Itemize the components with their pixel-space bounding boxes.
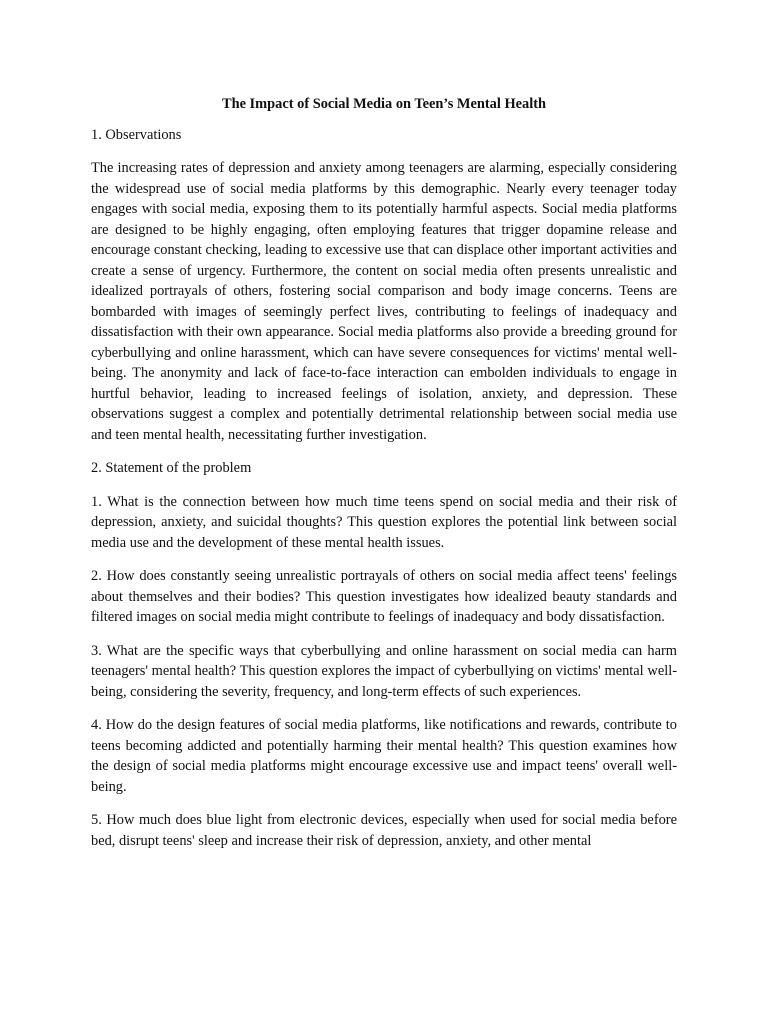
problem-question-4: 4. How do the design features of social media platforms, like notifications and rewards, contribute to teens becoming addicted and potentially harming their mental health? This question examines how the design of social media platforms might encourage excessive use and impact teens' overall well-being. <box>91 717 677 795</box>
section-heading-problem-statement: 2. Statement of the problem <box>91 460 252 476</box>
problem-question-2: 2. How does constantly seeing unrealistic portrayals of others on social media affect teens' feelings about themselves and their bodies? This question investigates how idealized beauty standards and filtered images on social media might contribute to feelings of inadequacy and body dissatisfaction. <box>91 568 677 625</box>
observations-paragraph: The increasing rates of depression and anxiety among teenagers are alarming, especially considering the widespread use of social media platforms by this demographic. Nearly every teenager today engages with social media, exposing them to its potentially harmful aspects. Social media platforms are designed to be highly engaging, often employing features that trigger dopamine release and encourage constant checking, leading to excessive use that can displace other important activities and create a sense of urgency. Furthermore, the content on social media often presents unrealistic and idealized portrayals of others, fostering social comparison and body image concerns. Teens are bombarded with images of seemingly perfect lives, contributing to feelings of inadequacy and dissatisfaction with their own appearance. Social media platforms also provide a breeding ground for cyberbullying and online harassment, which can have severe consequences for victims' mental well-being. The anonymity and lack of face-to-face interaction can embolden individuals to engage in hurtful behavior, leading to increased feelings of isolation, anxiety, and depression. These observations suggest a complex and potentially detrimental relationship between social media use and teen mental health, necessitating further investigation. <box>91 160 677 443</box>
document-title: The Impact of Social Media on Teen’s Mental Health <box>221 96 547 112</box>
problem-question-1: 1. What is the connection between how much time teens spend on social media and their risk of depression, anxiety, and suicidal thoughts? This question explores the potential link between social media use and the development of these mental health issues. <box>91 493 677 551</box>
problem-question-3: 3. What are the specific ways that cyberbullying and online harassment on social media can harm teenagers' mental health? This question explores the impact of cyberbullying on victims' mental well-being, considering the severity, frequency, and long-term effects of such experiences. <box>91 642 677 700</box>
section-heading-observations: 1. Observations <box>91 126 182 143</box>
problem-question-5: 5. How much does blue light from electronic devices, especially when used for social media before bed, disrupt teens' sleep and increase their risk of depression, anxiety, and other mental <box>91 812 677 849</box>
document-body <box>91 94 677 864</box>
